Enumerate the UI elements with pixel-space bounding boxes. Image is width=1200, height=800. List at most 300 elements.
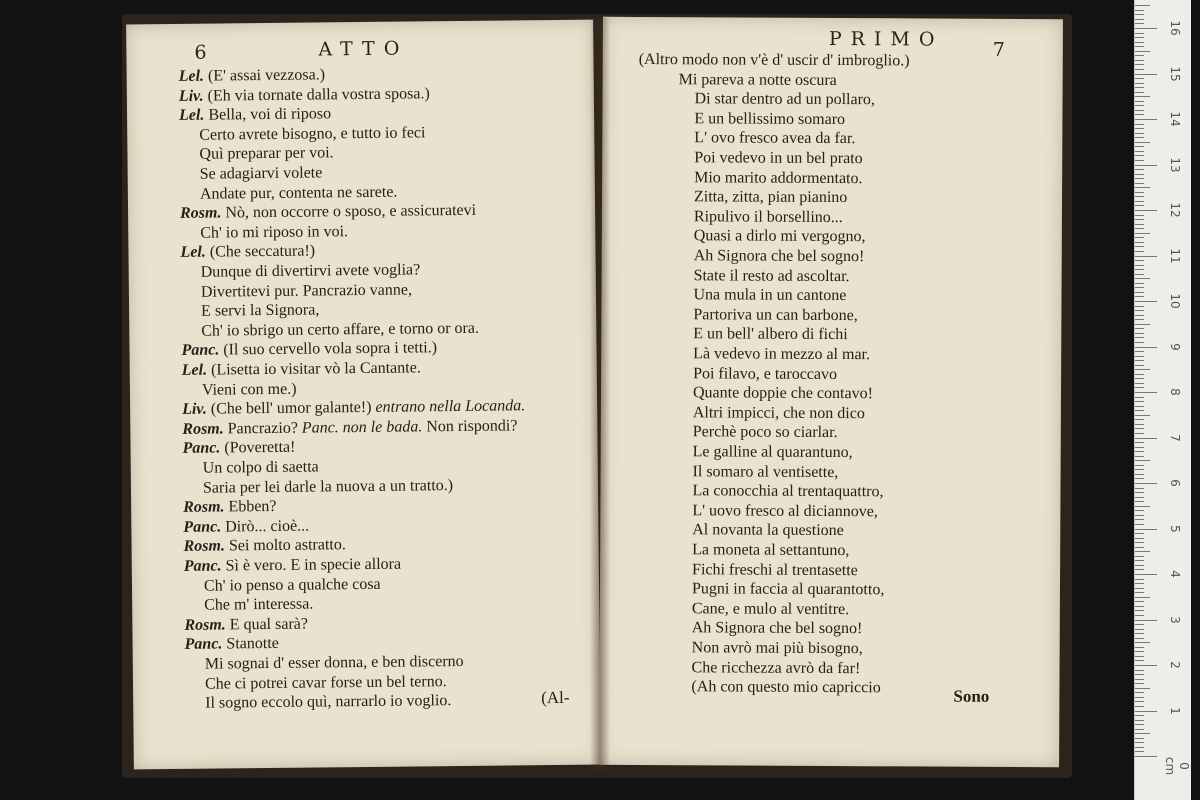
ruler-tick — [1135, 492, 1144, 493]
left-verse-line — [183, 537, 345, 557]
speaker-name: Lel. — [180, 244, 206, 262]
ruler-tick — [1135, 369, 1150, 370]
right-verse-line: Ah Signora che bel sogno! — [691, 619, 863, 638]
ruler-tick — [1135, 92, 1144, 93]
ruler-tick — [1135, 101, 1144, 102]
verse-text: Certo avrete bisogno, e tutto io feci — [199, 124, 426, 144]
ruler-tick — [1135, 656, 1144, 657]
stage-direction: entrano nella Locanda. — [375, 397, 526, 417]
right-verse-line: Quante doppie che contavo! — [692, 384, 873, 403]
verse-text: Stanotte — [226, 635, 279, 653]
left-verse-line — [179, 106, 331, 126]
left-verse-line — [181, 340, 437, 361]
ruler-tick — [1135, 674, 1144, 675]
verse-text: Dunque di divertirvi avete voglia? — [200, 261, 421, 281]
verse-text: Il sogno eccolo quì, narrarlo io voglio. — [205, 692, 452, 712]
verse-text: Ch' io sbrigo un certo affare, e torno or ora. — [201, 319, 480, 340]
ruler-tick — [1135, 83, 1144, 84]
right-verse-line: E un bellissimo somaro — [694, 110, 846, 128]
ruler-tick — [1135, 28, 1157, 29]
left-verse-line — [202, 380, 297, 399]
speaker-name: Rosm. — [183, 537, 226, 556]
ruler-tick — [1135, 606, 1144, 607]
ruler-tick — [1135, 670, 1144, 671]
ruler-tick — [1135, 588, 1144, 589]
ruler-tick — [1135, 406, 1144, 407]
right-page-number: 7 — [992, 38, 1005, 61]
ruler-number: 7 — [1168, 433, 1182, 442]
ruler-tick — [1135, 383, 1144, 384]
ruler-tick — [1135, 620, 1157, 621]
right-page — [599, 17, 1063, 767]
right-verse-line: Di star dentro ad un pollaro, — [694, 90, 875, 109]
ruler-tick — [1135, 155, 1144, 156]
ruler-tick — [1135, 292, 1144, 293]
left-verse-line — [200, 183, 398, 203]
ruler-tick — [1135, 33, 1144, 34]
verse-text: Sì è vero. E in specie allora — [225, 555, 402, 575]
ruler-tick — [1135, 474, 1144, 475]
ruler-tick — [1135, 251, 1144, 252]
right-verse-line: State il resto ad ascoltar. — [693, 266, 850, 285]
ruler-tick — [1135, 256, 1157, 257]
ruler-tick — [1135, 428, 1144, 429]
right-verse-line: Cane, e mulo al ventitre. — [691, 600, 850, 618]
ruler-tick — [1135, 647, 1144, 648]
ruler-tick — [1135, 469, 1144, 470]
right-verse-line: (Altro modo non v'è d' uscir d' imbroglio.) — [638, 50, 910, 70]
ruler-tick — [1135, 551, 1150, 552]
ruler-tick — [1135, 233, 1150, 234]
right-verse-line: Al novanta la questione — [692, 521, 844, 540]
ruler-tick — [1135, 14, 1144, 15]
right-verse-line: Poi filavo, e taroccavo — [693, 364, 838, 383]
ruler-tick — [1135, 342, 1144, 343]
ruler-tick — [1135, 715, 1144, 716]
speaker-name: Rosm. — [180, 204, 222, 223]
ruler-tick — [1135, 142, 1150, 143]
verse-text: Vieni con me.) — [201, 380, 297, 399]
left-verse-line — [203, 477, 453, 498]
ruler-tick — [1135, 519, 1144, 520]
left-verse-line — [183, 517, 309, 536]
speaker-name: Panc. — [181, 341, 220, 360]
ruler-tick — [1135, 483, 1157, 484]
verse-text: (Che seccatura!) — [209, 242, 316, 261]
ruler-tick — [1135, 629, 1144, 630]
ruler-tick — [1135, 246, 1144, 247]
left-verse-line — [185, 635, 279, 654]
ruler-tick — [1135, 633, 1144, 634]
ruler-unit-label: 0 cm — [1163, 756, 1191, 776]
ruler-tick — [1135, 296, 1144, 297]
right-verse-line: Ripulivo il borsellino... — [693, 208, 843, 226]
left-verse-line — [200, 223, 348, 243]
left-verse-line — [199, 145, 333, 164]
ruler-tick — [1135, 69, 1144, 70]
ruler-tick — [1135, 260, 1144, 261]
ruler-tick — [1135, 351, 1144, 352]
right-verse-line: Il somaro al ventisette, — [692, 462, 839, 481]
ruler-tick — [1135, 460, 1150, 461]
left-catchword: (Al- — [541, 687, 570, 708]
left-verse-line — [201, 320, 479, 341]
left-verse-line — [180, 243, 315, 262]
verse-text: E qual sarà? — [229, 615, 309, 634]
ruler-tick — [1135, 456, 1144, 457]
speaker-name: Panc. — [183, 557, 222, 575]
ruler-number: 4 — [1168, 570, 1182, 578]
right-verse-line: Mi pareva a notte oscura — [678, 70, 837, 89]
ruler-tick — [1135, 506, 1150, 507]
ruler-tick — [1135, 538, 1144, 539]
verse-text: Andate pur, contenta ne sarete. — [199, 183, 398, 203]
speaker-name: Rosm. — [182, 420, 224, 438]
ruler-tick — [1135, 451, 1144, 452]
ruler-number: 12 — [1168, 202, 1182, 218]
right-catchword: Sono — [953, 686, 990, 706]
left-verse-line — [179, 66, 326, 86]
ruler-tick — [1135, 756, 1157, 757]
right-verse-line: Partoriva un can barbone, — [693, 306, 858, 324]
ruler-tick — [1135, 128, 1144, 129]
ruler-tick — [1135, 533, 1144, 534]
ruler-tick — [1135, 515, 1144, 516]
speaker-name: Panc. — [184, 635, 223, 654]
right-verse-line: (Ah con questo mio capriccio — [691, 678, 881, 697]
verse-text: (Poveretta! — [224, 439, 296, 457]
verse-text-after: Non rispondi? — [426, 417, 518, 436]
ruler-tick — [1135, 55, 1144, 56]
ruler-tick — [1135, 210, 1157, 211]
ruler-tick — [1135, 410, 1144, 411]
ruler-tick — [1135, 315, 1144, 316]
ruler-number: 16 — [1168, 20, 1182, 36]
ruler-tick — [1135, 424, 1144, 425]
speaker-name: Panc. — [183, 518, 222, 536]
ruler-tick — [1135, 306, 1144, 307]
left-verse-line — [205, 653, 464, 674]
verse-text: Che ci potrei cavar forse un bel terno. — [204, 672, 447, 693]
left-verse-line — [179, 85, 430, 106]
speaker-name: Lel. — [178, 67, 205, 85]
ruler-number: 9 — [1168, 342, 1182, 351]
right-running-head: PRIMO — [828, 27, 944, 51]
right-verse-line: Altri impicci, che non dico — [692, 404, 865, 422]
ruler-tick — [1135, 287, 1144, 288]
ruler-tick — [1135, 360, 1144, 361]
ruler-number: 5 — [1168, 524, 1182, 533]
ruler-tick — [1135, 433, 1144, 434]
verse-text: Sei molto astratto. — [228, 536, 346, 555]
verse-text: (Lisetta io visitar vò la Cantante. — [210, 359, 421, 379]
ruler-tick — [1135, 265, 1144, 266]
verse-text: (Che bell' umor galante!) — [210, 399, 372, 418]
speaker-name: Lel. — [178, 106, 205, 125]
ruler-tick — [1135, 419, 1144, 420]
ruler-tick — [1135, 583, 1144, 584]
verse-text: (Eh via tornate dalla vostra sposa.) — [207, 84, 430, 105]
ruler-tick — [1135, 201, 1144, 202]
right-verse-line: Zitta, zitta, pian pianino — [693, 188, 848, 207]
ruler-tick — [1135, 178, 1144, 179]
ruler-number: 15 — [1168, 65, 1182, 82]
ruler-tick — [1135, 592, 1144, 593]
right-verse-line: Una mula in un cantone — [693, 286, 847, 305]
ruler-tick — [1135, 497, 1144, 498]
ruler-tick — [1135, 278, 1150, 279]
ruler-tick — [1135, 119, 1157, 120]
ruler-tick — [1135, 165, 1157, 166]
right-verse-line: L' uovo fresco al diciannove, — [692, 502, 878, 521]
verse-text: Bella, voi di riposo — [208, 105, 332, 124]
verse-text: Divertitevi pur. Pancrazio vanne, — [200, 281, 413, 301]
ruler-tick — [1135, 547, 1144, 548]
ruler-tick — [1135, 196, 1144, 197]
verse-text: Mi sognai d' esser donna, e ben discerno — [204, 652, 464, 673]
ruler-tick — [1135, 192, 1144, 193]
right-verse-line: La conocchia al trentaquattro, — [692, 482, 884, 501]
ruler-tick — [1135, 706, 1144, 707]
ruler-tick — [1135, 187, 1150, 188]
right-verse-line: Fichi freschi al trentasette — [692, 560, 858, 579]
right-verse-line: E un bell' albero di fichi — [693, 325, 848, 344]
ruler-tick — [1135, 237, 1144, 238]
ruler-number: 3 — [1168, 615, 1182, 624]
ruler-tick — [1135, 283, 1144, 284]
ruler-tick — [1135, 87, 1144, 88]
verse-text: Pancrazio? — [227, 419, 298, 438]
ruler-tick — [1135, 524, 1144, 525]
ruler-tick — [1135, 374, 1144, 375]
ruler-tick — [1135, 438, 1157, 439]
speaker-name: Rosm. — [184, 616, 226, 634]
ruler-tick — [1135, 397, 1144, 398]
ruler-tick — [1135, 64, 1144, 65]
ruler-tick — [1135, 733, 1150, 734]
ruler-tick — [1135, 151, 1144, 152]
left-verse-line — [182, 397, 525, 419]
ruler-number: 11 — [1168, 247, 1182, 264]
ruler-tick — [1135, 105, 1144, 106]
right-verse-line: Poi vedevo in un bel prato — [694, 149, 863, 168]
ruler-tick — [1135, 415, 1150, 416]
ruler-tick — [1135, 10, 1144, 11]
verse-text: (E' assai vezzosa.) — [207, 66, 326, 85]
left-verse-line — [204, 596, 313, 615]
verse-text: Nò, non occorre o sposo, e assicuratevi — [225, 201, 477, 222]
ruler-tick — [1135, 747, 1144, 748]
left-verse-line — [205, 673, 447, 694]
ruler-tick — [1135, 146, 1144, 147]
left-verse-line — [205, 692, 451, 713]
ruler-tick — [1135, 610, 1144, 611]
ruler-tick — [1135, 679, 1144, 680]
ruler-tick — [1135, 660, 1144, 661]
speaker-name: Panc. — [182, 439, 221, 458]
ruler-tick — [1135, 447, 1144, 448]
left-verse-line — [200, 164, 323, 183]
ruler-tick — [1135, 215, 1144, 216]
left-verse-line — [199, 124, 425, 144]
ruler-tick — [1135, 665, 1157, 666]
ruler-number: 6 — [1168, 479, 1182, 487]
ruler-tick — [1135, 378, 1144, 379]
ruler-tick — [1135, 205, 1144, 206]
ruler-tick — [1135, 224, 1144, 225]
verse-text: Quì preparar per voi. — [199, 144, 334, 164]
ruler-tick — [1135, 738, 1144, 739]
ruler-tick — [1135, 74, 1157, 75]
speaker-name: Liv. — [182, 400, 207, 419]
verse-text: Saria per lei darle la nuova a un tratto.) — [202, 476, 454, 497]
ruler-tick — [1135, 183, 1144, 184]
right-verse-line: Ah Signora che bel sogno! — [693, 247, 865, 266]
right-verse-line: Pugni in faccia al quarantotto, — [691, 580, 885, 599]
ruler-tick — [1135, 78, 1144, 79]
right-verse-line: Non avrò mai più bisogno, — [691, 639, 863, 658]
ruler-number: 13 — [1168, 156, 1182, 173]
ruler-tick — [1135, 442, 1144, 443]
ruler-tick — [1135, 401, 1144, 402]
left-verse-line — [201, 302, 319, 321]
left-page-number: 6 — [194, 41, 207, 64]
left-verse-line — [182, 359, 421, 380]
ruler-tick — [1135, 529, 1157, 530]
ruler-tick — [1135, 310, 1144, 311]
ruler-tick — [1135, 60, 1144, 61]
verse-text: Un colpo di saetta — [202, 458, 319, 477]
ruler-tick — [1135, 565, 1144, 566]
ruler-tick — [1135, 488, 1144, 489]
ruler-tick — [1135, 356, 1144, 357]
ruler-tick — [1135, 242, 1144, 243]
ruler-number: 8 — [1168, 388, 1182, 396]
ruler-tick — [1135, 110, 1144, 111]
ruler-tick — [1135, 365, 1144, 366]
left-verse-line — [183, 498, 277, 517]
ruler-tick — [1135, 720, 1144, 721]
ruler-tick — [1135, 601, 1144, 602]
ruler-tick — [1135, 742, 1144, 743]
measurement-ruler — [1134, 0, 1191, 800]
left-verse-line — [184, 615, 308, 634]
ruler-tick — [1135, 651, 1144, 652]
right-verse-line: La moneta al settantuno, — [692, 541, 850, 560]
ruler-tick — [1135, 642, 1150, 643]
right-verse-line: Le galline al quarantuno, — [692, 443, 853, 462]
speaker-name: Liv. — [178, 87, 204, 105]
left-verse-line — [184, 556, 401, 576]
left-verse-line — [201, 261, 421, 281]
ruler-tick — [1135, 615, 1144, 616]
right-verse-line: L' ovo fresco avea da far. — [694, 129, 856, 148]
ruler-tick — [1135, 683, 1144, 684]
ruler-tick — [1135, 688, 1150, 689]
ruler-tick — [1135, 137, 1144, 138]
ruler-tick — [1135, 19, 1144, 20]
ruler-tick — [1135, 160, 1144, 161]
ruler-tick — [1135, 23, 1144, 24]
verse-text: Che m' interessa. — [204, 595, 314, 614]
ruler-tick — [1135, 324, 1150, 325]
ruler-tick — [1135, 465, 1144, 466]
left-running-head: ATTO — [318, 37, 409, 61]
ruler-tick — [1135, 701, 1144, 702]
ruler-tick — [1135, 624, 1144, 625]
ruler-tick — [1135, 228, 1144, 229]
speaker-name: Lel. — [181, 361, 208, 379]
ruler-tick — [1135, 579, 1144, 580]
ruler-tick — [1135, 729, 1144, 730]
left-verse-line — [203, 458, 319, 477]
ruler-tick — [1135, 124, 1144, 125]
ruler-tick — [1135, 478, 1144, 479]
ruler-tick — [1135, 569, 1144, 570]
left-verse-line — [182, 439, 295, 458]
ruler-tick — [1135, 328, 1144, 329]
ruler-tick — [1135, 333, 1144, 334]
verse-text: Ch' io penso a qualche cosa — [203, 575, 381, 595]
ruler-tick — [1135, 556, 1144, 557]
left-verse-line — [204, 575, 381, 595]
left-page — [126, 20, 601, 770]
right-verse-line: Quasi a dirlo mi vergogno, — [693, 227, 866, 246]
left-verse-line — [182, 417, 517, 439]
book-gutter — [590, 18, 610, 770]
ruler-tick — [1135, 269, 1144, 270]
ruler-tick — [1135, 347, 1157, 348]
ruler-tick — [1135, 133, 1144, 134]
ruler-tick — [1135, 560, 1144, 561]
ruler-tick — [1135, 46, 1144, 47]
ruler-tick — [1135, 597, 1150, 598]
right-verse-line: Perchè poco so ciarlar. — [692, 423, 838, 442]
ruler-tick — [1135, 337, 1144, 338]
ruler-tick — [1135, 274, 1144, 275]
stage-direction: Panc. non le bada. — [301, 418, 423, 437]
ruler-tick — [1135, 169, 1144, 170]
verse-text: (Il suo cervello vola sopra i tetti.) — [223, 339, 438, 359]
speaker-name: Rosm. — [183, 498, 225, 517]
ruler-tick — [1135, 751, 1144, 752]
left-verse-line — [180, 202, 476, 223]
ruler-tick — [1135, 5, 1150, 6]
verse-text: E servi la Signora, — [201, 301, 320, 320]
ruler-tick — [1135, 392, 1157, 393]
verse-text: Ch' io mi riposo in voi. — [200, 222, 349, 242]
ruler-tick — [1135, 697, 1144, 698]
right-verse-line: Mio marito addormentato. — [694, 168, 863, 187]
ruler-number: 1 — [1168, 706, 1182, 715]
ruler-tick — [1135, 510, 1144, 511]
ruler-tick — [1135, 114, 1144, 115]
ruler-tick — [1135, 319, 1144, 320]
right-verse-line: Là vedevo in mezzo al mar. — [693, 345, 871, 364]
ruler-number: 10 — [1168, 293, 1182, 309]
verse-text: Se adagiarvi volete — [199, 164, 323, 183]
ruler-tick — [1135, 37, 1144, 38]
left-verse-line — [201, 281, 412, 301]
ruler-tick — [1135, 638, 1144, 639]
ruler-tick — [1135, 387, 1144, 388]
ruler-tick — [1135, 174, 1144, 175]
right-verse-line: Che ricchezza avrò da far! — [691, 658, 861, 677]
ruler-tick — [1135, 724, 1144, 725]
ruler-tick — [1135, 501, 1144, 502]
ruler-tick — [1135, 301, 1157, 302]
ruler-tick — [1135, 51, 1150, 52]
